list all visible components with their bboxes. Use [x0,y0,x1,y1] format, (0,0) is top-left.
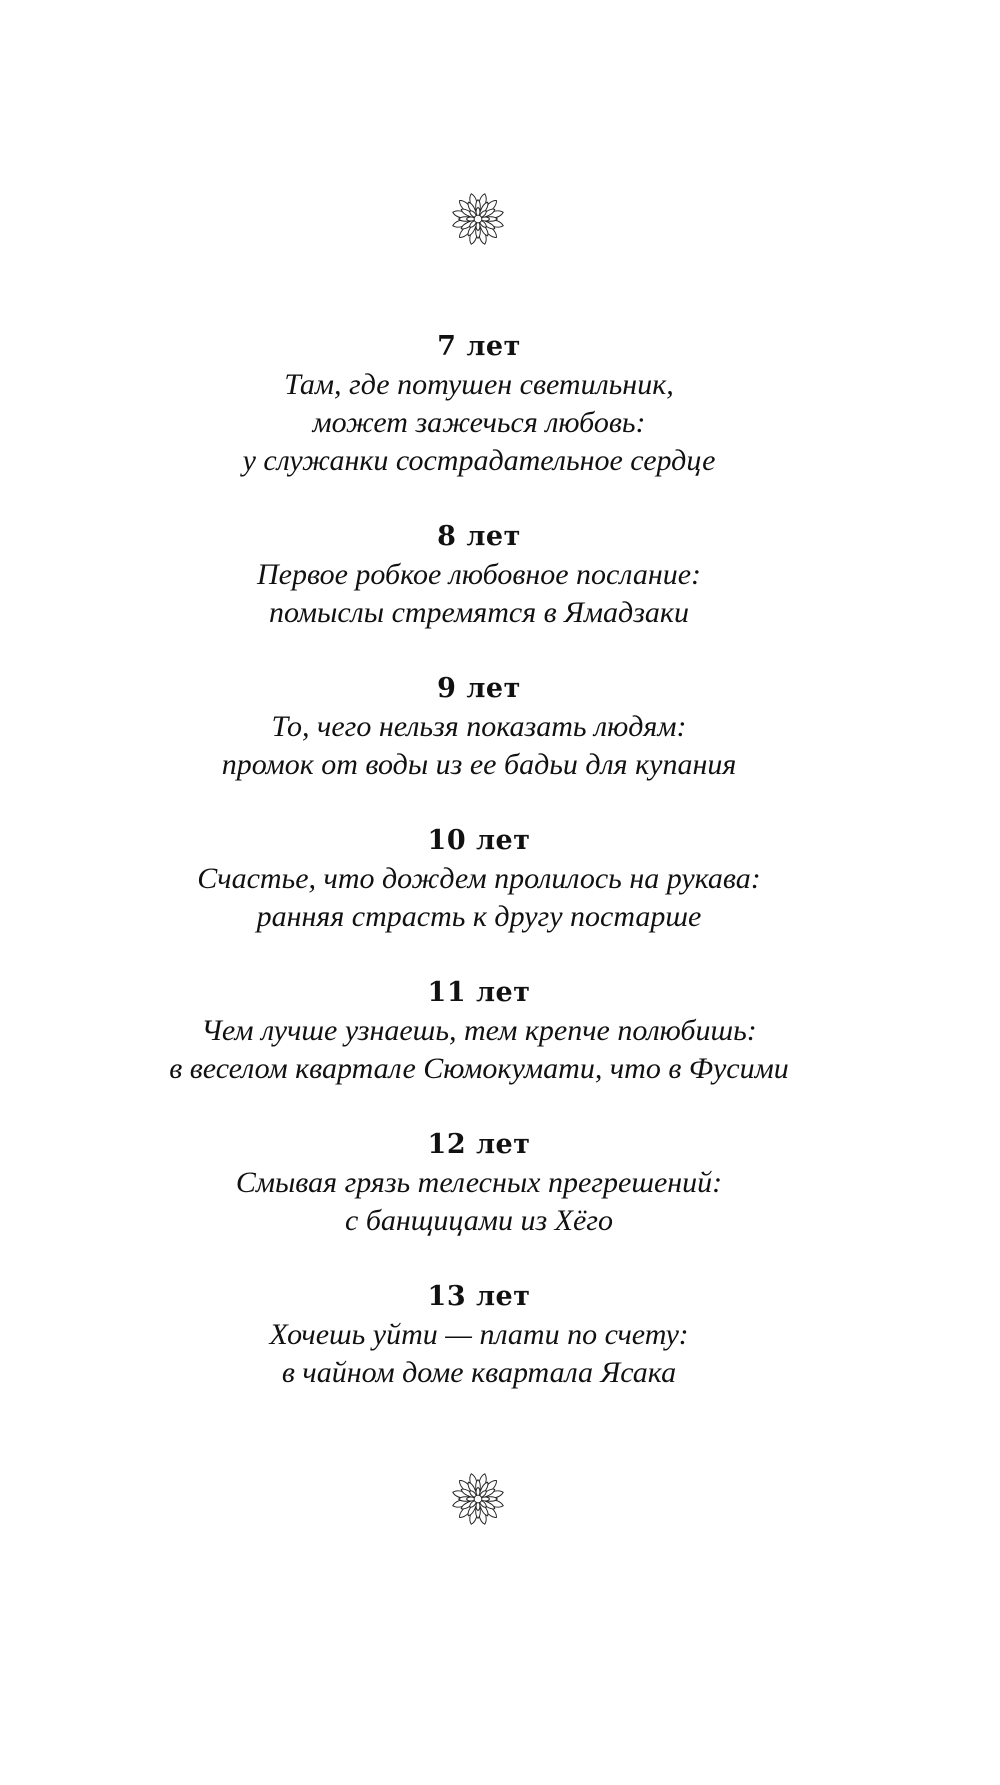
entry-age: 12 лет [427,1129,531,1160]
entry-10 [0,822,958,936]
entry-age: 13 лет [427,1281,531,1312]
entry-line: Смывая грязь телесных прегрешений: [235,1166,723,1199]
entry-line: Счастье, что дождем пролилось на рукава: [197,862,761,895]
entry-line: в чайном доме квартала Ясака [281,1356,677,1389]
entry-age: 10 лет [427,825,531,856]
entry-age: 11 лет [427,977,531,1008]
flower-ornament-icon [449,1470,507,1528]
entry-age: 7 лет [437,331,521,362]
entry-line: Там, где потушен светильник, [284,368,674,401]
entry-line: может зажечься любовь: [312,406,646,439]
entry-line: Хочешь уйти — плати по счету: [269,1318,689,1351]
entry-line: Первое робкое любовное послание: [256,558,702,591]
entry-11 [0,974,958,1088]
entry-8 [0,518,958,632]
entry-12 [0,1126,958,1240]
flower-ornament-icon [449,190,507,248]
entry-line: Чем лучше узнаешь, тем крепче полюбишь: [201,1014,757,1047]
entry-age: 8 лет [437,521,521,552]
entry-line: с банщицами из Хёго [345,1204,613,1237]
entry-9 [0,670,958,784]
entry-13 [0,1278,958,1392]
entries-list [0,328,958,1430]
entry-line: ранняя страсть к другу постарше [256,900,702,933]
entry-age: 9 лет [437,673,521,704]
entry-line: в веселом квартале Сюмокумати, что в Фусими [169,1052,789,1085]
entry-line: промок от воды из ее бадьи для купания [221,748,737,781]
entry-line: помыслы стремятся в Ямадзаки [269,596,689,629]
entry-line: То, чего нельзя показать людям: [271,710,687,743]
entry-7 [0,328,958,480]
entry-line: у служанки сострадательное сердце [242,444,716,477]
